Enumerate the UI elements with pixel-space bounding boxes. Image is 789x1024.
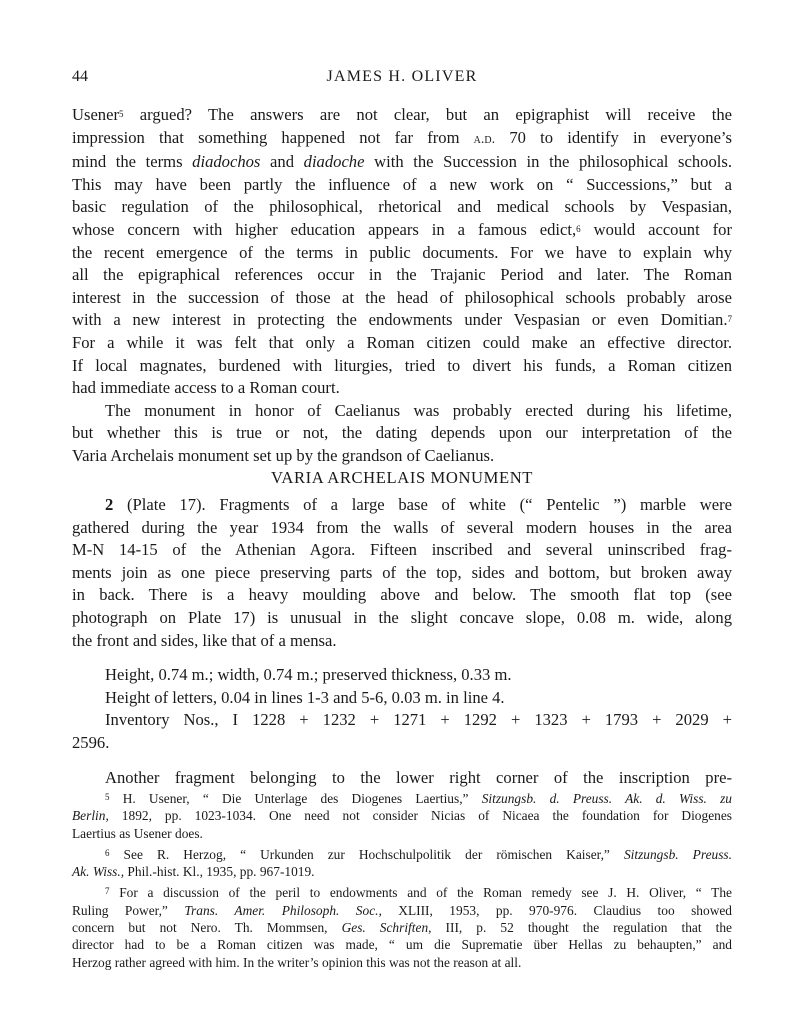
section-heading: VARIA ARCHELAIS MONUMENT [270, 468, 534, 487]
paragraph [72, 400, 732, 468]
spacer [72, 755, 732, 767]
text-run: would account for [580, 219, 732, 239]
text-run: with the Succession in the philosophical schools. [364, 152, 732, 172]
text-run: mind the terms [72, 152, 193, 172]
text-run: (Plate 17). Fragments of a large base of white (“ Pentelic ”) marble were [113, 495, 732, 514]
text-run: 1892, pp. 1023-1034. One need not consider Nicias of Nicaea the foundation for Diogenes [108, 808, 732, 824]
running-head: JAMES H. OLIVER [326, 68, 478, 85]
text-run: III, p. 52 thought the regulation that the [431, 920, 732, 936]
text-run: argued? The answers are not clear, but an epigraphist will receive the [123, 105, 732, 124]
italic-title: Sitzungsb. Preuss. [623, 846, 732, 862]
text-line: had immediate access to a Roman court. [72, 378, 340, 398]
italic-term: diadoche [303, 152, 365, 172]
footnote-6 [72, 846, 732, 881]
letter-height-line: Height of letters, 0.04 in lines 1-3 and 5-6, 0.03 m. in line 4. [105, 687, 505, 707]
text-run: Usener [72, 105, 119, 124]
italic-title: Trans. Amer. Philosoph. Soc., [184, 902, 382, 918]
era-abbrev: a.d. [473, 131, 496, 147]
footnote-ref-5: 5 [119, 109, 124, 119]
italic-term: diadochos [192, 152, 261, 172]
page-header [72, 68, 732, 90]
paragraph [72, 494, 732, 652]
text-run: and [260, 152, 304, 172]
text-line: basic regulation of the philosophical, rhetorical and medical schools by Vespasian, [72, 197, 732, 217]
footnote-number: 5 [105, 792, 110, 802]
text-line: For a while it was felt that only a Roman citizen could make an effective director. [72, 332, 732, 352]
text-line [72, 104, 732, 127]
text-line: M-N 14-15 of the Athenian Agora. Fifteen inscribed and several uninscribed frag- [72, 540, 732, 560]
entry-number: 2 [105, 495, 114, 514]
text-line: the front and sides, like that of a mensa. [72, 630, 337, 650]
text-line [72, 219, 732, 242]
italic-title: Sitzungsb. d. Preuss. Ak. d. Wiss. zu [481, 791, 732, 806]
text-line [72, 790, 732, 807]
text-run: See R. Herzog, “ Urkunden zur Hochschulpolitik der römischen Kaiser,” [109, 846, 624, 862]
text-run: with a new interest in protecting the endowments under Vespasian or even Domitian. [72, 310, 728, 330]
footnote-7 [72, 884, 732, 970]
footnote-5 [72, 790, 732, 842]
footnotes [72, 790, 732, 971]
text-line [72, 902, 732, 919]
text-line [72, 846, 732, 863]
text-line: Varia Archelais monument set up by the grandson of Caelianus. [72, 445, 495, 465]
inventory-line: 2596. [72, 732, 110, 752]
page-number: 44 [72, 68, 88, 85]
paragraph [72, 104, 732, 400]
text-run: impression that something happened not far from [72, 127, 474, 147]
text-run: H. Usener, “ Die Unterlage des Diogenes Laertius,” [109, 791, 482, 806]
text-line [72, 494, 732, 517]
text-run: For a discussion of the peril to endowments and of the Roman remedy see J. H. Oliver, “ The [109, 885, 732, 901]
section-body [72, 494, 732, 789]
text-run: Ruling Power,” [72, 902, 185, 918]
footnote-number: 7 [105, 886, 110, 897]
footnote-ref-6: 6 [576, 223, 581, 234]
text-line: the recent emergence of the terms in public documents. For we have to explain why [72, 242, 732, 262]
text-line: in back. There is a heavy moulding above and below. The smooth flat top (see [72, 585, 732, 605]
text-line: director had to be a Roman citizen was made, “ um die Suprematie über Hellas zu behaupten,” and [72, 937, 732, 953]
spacer [72, 652, 732, 664]
text-line: ments join as one piece preserving parts of the top, sides and bottom, but broken away [72, 562, 732, 582]
text-line: This may have been partly the influence of a new work on “ Successions,” but a [72, 174, 732, 194]
text-line [72, 807, 732, 824]
text-line [72, 151, 732, 174]
italic-title: Ak. Wiss., [72, 864, 125, 880]
text-line: Laertius as Usener does. [72, 825, 203, 841]
text-line: Another fragment belonging to the lower right corner of the inscription pre- [105, 767, 732, 787]
dimensions-line: Height, 0.74 m.; width, 0.74 m.; preserved thickness, 0.33 m. [105, 665, 512, 685]
footnote-number: 6 [105, 847, 110, 858]
text-line: interest in the succession of those at the head of philosophical schools probably arose [72, 287, 732, 307]
text-run: Phil.-hist. Kl., 1935, pp. 967-1019. [124, 864, 315, 880]
text-run: 70 to identify in everyone’s [495, 127, 732, 147]
text-run: XLIII, 1953, pp. 970-976. Claudius too showed [381, 902, 732, 918]
text-line: photograph on Plate 17) is unusual in the slight concave slope, 0.08 m. wide, along [72, 607, 732, 627]
text-line [72, 884, 732, 901]
italic-title: Ges. Schriften, [341, 920, 432, 936]
text-line: all the epigraphical references occur in the Trajanic Period and later. The Roman [72, 265, 732, 285]
text-line [72, 919, 732, 936]
italic-title: Berlin, [72, 808, 109, 824]
inventory-line: Inventory Nos., I 1228 + 1232 + 1271 + 1292 + 1323 + 1793 + 2029 + [105, 710, 732, 730]
text-run: whose concern with higher education appears in a famous edict, [72, 219, 577, 239]
text-line: The monument in honor of Caelianus was probably erected during his lifetime, [105, 400, 732, 420]
text-line [72, 863, 732, 880]
text-line: If local magnates, burdened with liturgies, tried to divert his funds, a Roman citizen [72, 355, 732, 375]
text-line: gathered during the year 1934 from the walls of several modern houses in the area [72, 517, 732, 537]
text-line [72, 127, 732, 152]
text-line: but whether this is true or not, the dating depends upon our interpretation of the [72, 423, 732, 443]
text-run: concern but not Nero. Th. Mommsen, [72, 920, 342, 936]
body-text [72, 104, 732, 468]
footnote-ref-7: 7 [727, 314, 732, 325]
text-line: Herzog rather agreed with him. In the writer’s opinion this was not the reason at all. [72, 954, 522, 970]
text-line [72, 309, 732, 332]
